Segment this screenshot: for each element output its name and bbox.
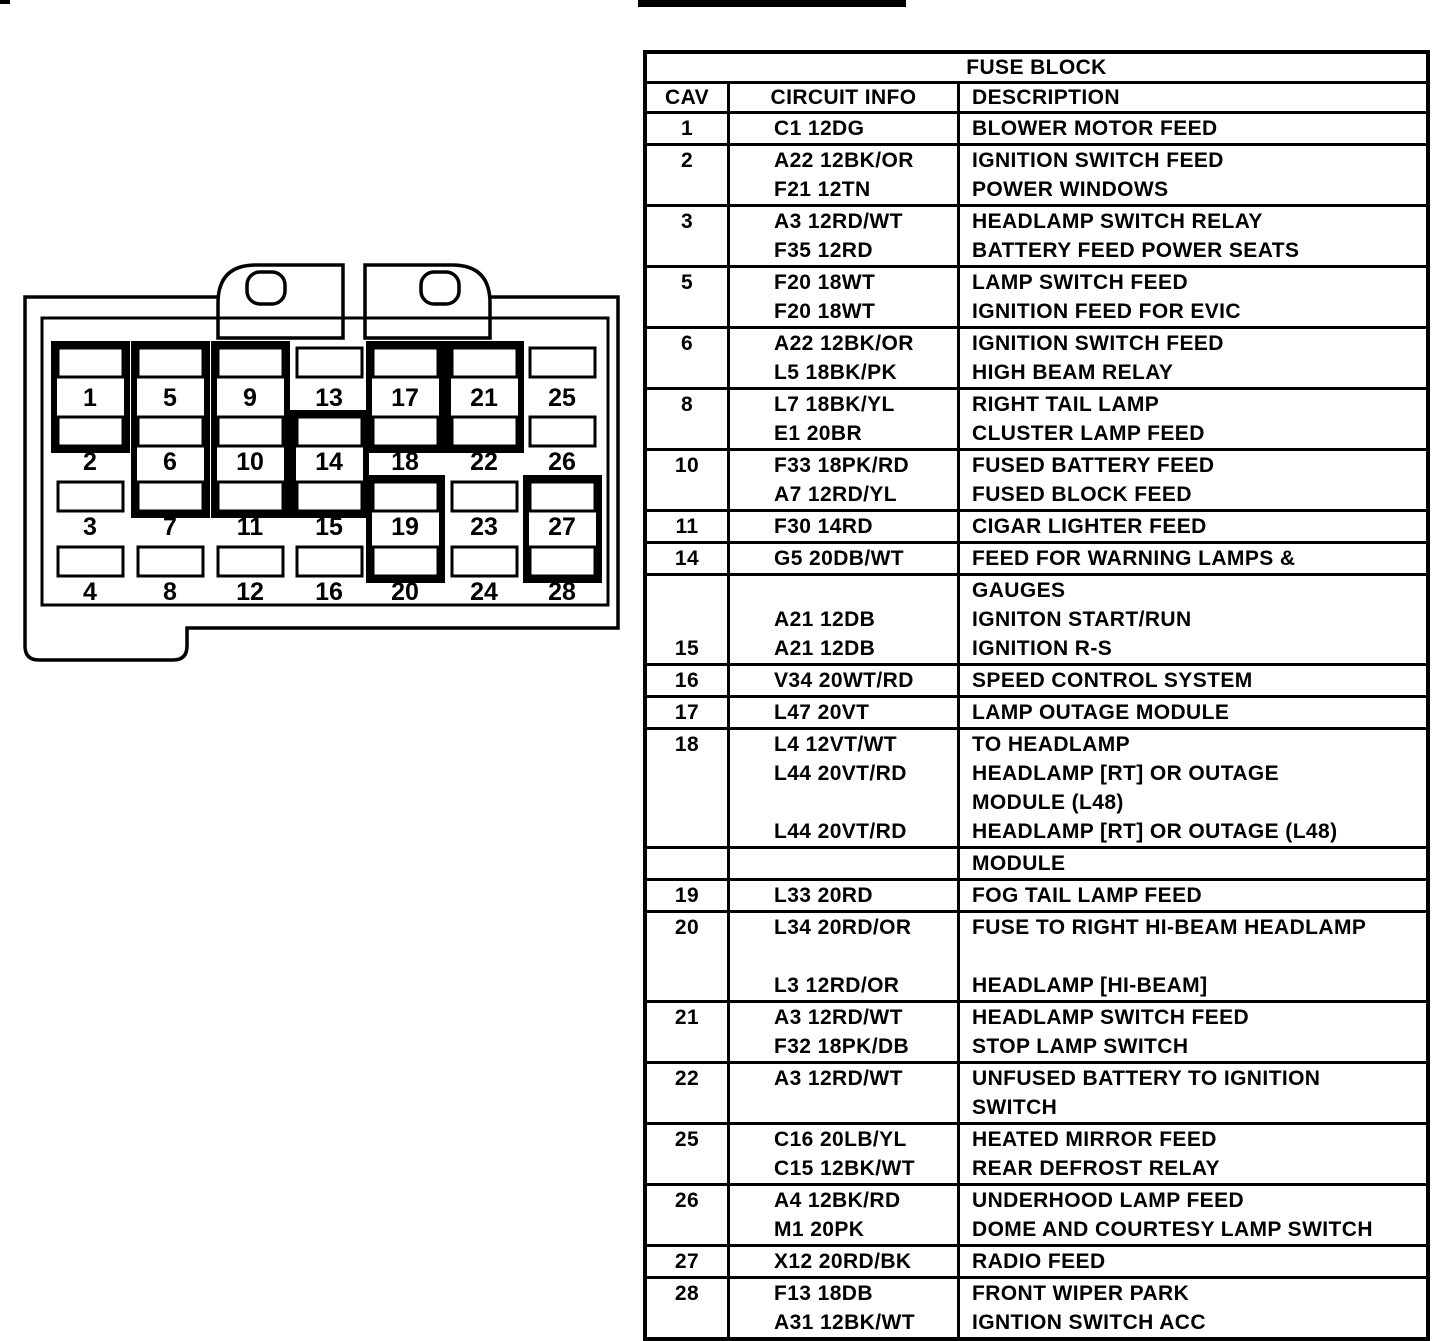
cav-cell xyxy=(647,788,727,817)
cavity-number: 14 xyxy=(315,448,343,476)
cav-cell xyxy=(647,971,727,1000)
table-row xyxy=(647,207,1426,268)
cavity-number: 25 xyxy=(548,384,576,412)
cavity-slot xyxy=(138,547,203,576)
table-row xyxy=(647,849,1426,881)
circuit-cell: C16 20LB/YL xyxy=(774,1128,907,1151)
cavity-slot xyxy=(530,417,595,446)
circuit-cell xyxy=(730,788,957,817)
description-cell: BATTERY FEED POWER SEATS xyxy=(972,239,1300,262)
circuit-cell: A7 12RD/YL xyxy=(774,483,898,506)
cav-cell xyxy=(647,175,727,204)
cavity-slot xyxy=(218,547,283,576)
cavity-number: 6 xyxy=(163,448,177,476)
description-cell: HEADLAMP SWITCH FEED xyxy=(972,1006,1250,1029)
cav-cell: 17 xyxy=(674,701,700,724)
column-header-description: DESCRIPTION xyxy=(972,86,1120,109)
table-row xyxy=(647,730,1426,849)
cavity-slot xyxy=(58,348,123,377)
table-row xyxy=(647,114,1426,146)
cavity-slot xyxy=(138,417,203,446)
column-header-cav: CAV xyxy=(665,86,709,109)
cav-cell xyxy=(647,1093,727,1122)
description-cell: LAMP OUTAGE MODULE xyxy=(972,701,1230,724)
table-row xyxy=(647,1247,1426,1279)
table-row xyxy=(647,666,1426,698)
cavity-slot xyxy=(218,348,283,377)
description-cell: IGNITION SWITCH FEED xyxy=(972,149,1224,172)
circuit-cell: A21 12DB xyxy=(774,637,876,660)
cav-cell xyxy=(647,1032,727,1061)
cav-cell: 28 xyxy=(674,1282,700,1305)
cavity-number: 22 xyxy=(470,448,498,476)
cavity-slot xyxy=(452,482,517,511)
description-cell: RADIO FEED xyxy=(972,1250,1106,1273)
cav-cell xyxy=(647,297,727,326)
circuit-cell: A3 12RD/WT xyxy=(774,1067,903,1090)
cav-cell: 1 xyxy=(680,117,694,140)
cav-cell: 8 xyxy=(680,393,694,416)
cav-cell: 26 xyxy=(674,1189,700,1212)
cavity-slot xyxy=(452,547,517,576)
cavity-slot xyxy=(218,417,283,446)
cav-cell xyxy=(647,1154,727,1183)
fuse-block-table xyxy=(643,50,1430,1341)
cav-cell xyxy=(647,419,727,448)
description-cell: IGNITION FEED FOR EVIC xyxy=(972,300,1241,323)
description-cell: FEED FOR WARNING LAMPS & xyxy=(972,547,1296,570)
description-cell: REAR DEFROST RELAY xyxy=(972,1157,1220,1180)
circuit-cell: L44 20VT/RD xyxy=(774,762,907,785)
circuit-cell: M1 20PK xyxy=(774,1218,865,1241)
cav-cell xyxy=(647,1215,727,1244)
cavity-slot xyxy=(452,417,517,446)
cavity-number: 1 xyxy=(83,384,97,412)
cavity-slot xyxy=(138,348,203,377)
table-row xyxy=(647,576,1426,666)
cavity-number: 28 xyxy=(548,578,576,606)
cavity-slot xyxy=(530,348,595,377)
cav-cell xyxy=(647,236,727,265)
circuit-cell: L7 18BK/YL xyxy=(774,393,895,416)
description-cell: SWITCH xyxy=(972,1096,1058,1119)
cavity-slot xyxy=(297,547,362,576)
circuit-cell: L47 20VT xyxy=(774,701,870,724)
cavity-slot xyxy=(373,482,438,511)
description-cell xyxy=(960,942,1426,971)
cav-cell: 14 xyxy=(674,547,700,570)
cavity-number: 15 xyxy=(315,513,343,541)
cavity-number: 10 xyxy=(236,448,264,476)
cav-cell xyxy=(647,1308,727,1337)
cavity-number: 7 xyxy=(163,513,177,541)
circuit-cell: F33 18PK/RD xyxy=(774,454,910,477)
cav-cell xyxy=(647,849,727,878)
fuse-block-connector-diagram xyxy=(0,248,640,680)
cavity-slot xyxy=(58,417,123,446)
description-cell: IGNTION SWITCH ACC xyxy=(972,1311,1206,1334)
cavity-number: 3 xyxy=(83,513,97,541)
cavity-number: 16 xyxy=(315,578,343,606)
cavity-number: 8 xyxy=(163,578,177,606)
cavity-slot xyxy=(452,348,517,377)
table-row xyxy=(647,1064,1426,1125)
circuit-cell: F30 14RD xyxy=(774,515,873,538)
table-row xyxy=(647,881,1426,913)
cav-cell xyxy=(647,759,727,788)
description-cell: LAMP SWITCH FEED xyxy=(972,271,1189,294)
cav-cell: 21 xyxy=(674,1006,700,1029)
circuit-cell: A4 12BK/RD xyxy=(774,1189,901,1212)
cavity-number: 27 xyxy=(548,513,576,541)
circuit-cell: F13 18DB xyxy=(774,1282,873,1305)
circuit-cell: A21 12DB xyxy=(774,608,876,631)
cavity-slot xyxy=(218,482,283,511)
cavity-number: 19 xyxy=(391,513,419,541)
cavity-slot xyxy=(138,482,203,511)
description-cell: HEATED MIRROR FEED xyxy=(972,1128,1217,1151)
cavity-slot xyxy=(373,547,438,576)
description-cell: SPEED CONTROL SYSTEM xyxy=(972,669,1253,692)
description-cell: HEADLAMP [RT] OR OUTAGE xyxy=(972,762,1280,785)
cav-cell: 25 xyxy=(674,1128,700,1151)
description-cell: MODULE (L48) xyxy=(972,791,1124,814)
cav-cell: 20 xyxy=(674,916,700,939)
circuit-cell: L3 12RD/OR xyxy=(774,974,900,997)
cavity-number: 20 xyxy=(391,578,419,606)
circuit-cell: A22 12BK/OR xyxy=(774,332,914,355)
scan-artifact-bar xyxy=(638,0,906,7)
cavity-number: 5 xyxy=(163,384,177,412)
circuit-cell: E1 20BR xyxy=(774,422,863,445)
description-cell: UNFUSED BATTERY TO IGNITION xyxy=(972,1067,1321,1090)
circuit-cell: V34 20WT/RD xyxy=(774,669,914,692)
fuse-group-outline xyxy=(134,344,207,515)
cav-cell xyxy=(647,942,727,971)
table-row xyxy=(647,451,1426,512)
circuit-cell: L44 20VT/RD xyxy=(774,820,907,843)
mounting-hole-left xyxy=(247,272,285,304)
cav-cell: 22 xyxy=(674,1067,700,1090)
cavity-slot xyxy=(373,417,438,446)
fuse-group-outline xyxy=(214,344,287,515)
cavity-number: 11 xyxy=(236,513,264,541)
circuit-cell: C15 12BK/WT xyxy=(774,1157,915,1180)
description-cell: HEADLAMP [RT] OR OUTAGE (L48) xyxy=(972,820,1338,843)
circuit-cell xyxy=(730,576,957,605)
cavity-number: 21 xyxy=(470,384,498,412)
cavity-number: 23 xyxy=(470,513,498,541)
cav-cell: 3 xyxy=(680,210,694,233)
description-cell: FUSED BATTERY FEED xyxy=(972,454,1215,477)
cavity-slot xyxy=(373,348,438,377)
description-cell: BLOWER MOTOR FEED xyxy=(972,117,1218,140)
cavity-number: 12 xyxy=(236,578,264,606)
description-cell: CIGAR LIGHTER FEED xyxy=(972,515,1207,538)
description-cell: FUSE TO RIGHT HI-BEAM HEADLAMP xyxy=(972,916,1367,939)
table-row xyxy=(647,1279,1426,1337)
description-cell: DOME AND COURTESY LAMP SWITCH xyxy=(972,1218,1373,1241)
cavity-slot xyxy=(530,547,595,576)
circuit-cell: A3 12RD/WT xyxy=(774,1006,903,1029)
table-row xyxy=(647,268,1426,329)
cav-cell xyxy=(647,817,727,846)
table-row xyxy=(647,329,1426,390)
cav-cell: 5 xyxy=(680,271,694,294)
cavity-slot xyxy=(297,482,362,511)
cavity-number: 9 xyxy=(243,384,257,412)
table-title: FUSE BLOCK xyxy=(647,54,1426,84)
circuit-cell: F35 12RD xyxy=(774,239,873,262)
circuit-cell: L33 20RD xyxy=(774,884,873,907)
circuit-cell: L4 12VT/WT xyxy=(774,733,898,756)
cavity-slot xyxy=(58,482,123,511)
circuit-cell: X12 20RD/BK xyxy=(774,1250,912,1273)
cavity-slot xyxy=(297,348,362,377)
cav-cell: 16 xyxy=(674,669,700,692)
cav-cell: 27 xyxy=(674,1250,700,1273)
cav-cell: 15 xyxy=(674,637,700,660)
table-row xyxy=(647,1186,1426,1247)
table-row xyxy=(647,1125,1426,1186)
scan-artifact-mark xyxy=(0,0,10,4)
circuit-cell: A31 12BK/WT xyxy=(774,1311,915,1334)
description-cell: IGNITION R-S xyxy=(972,637,1113,660)
cavity-number: 17 xyxy=(391,384,419,412)
cav-cell: 10 xyxy=(674,454,700,477)
description-cell: IGNITON START/RUN xyxy=(972,608,1192,631)
cavity-number: 26 xyxy=(548,448,576,476)
table-row xyxy=(647,390,1426,451)
description-cell: POWER WINDOWS xyxy=(972,178,1169,201)
circuit-cell: G5 20DB/WT xyxy=(774,547,905,570)
description-cell: UNDERHOOD LAMP FEED xyxy=(972,1189,1245,1212)
circuit-cell: L34 20RD/OR xyxy=(774,916,912,939)
table-row xyxy=(647,698,1426,730)
table-header-row xyxy=(647,84,1426,114)
description-cell: IGNITION SWITCH FEED xyxy=(972,332,1224,355)
circuit-cell: L5 18BK/PK xyxy=(774,361,898,384)
circuit-cell xyxy=(730,849,957,878)
cav-cell: 2 xyxy=(680,149,694,172)
circuit-cell xyxy=(730,942,957,971)
table-row xyxy=(647,512,1426,544)
mounting-hole-right xyxy=(421,272,459,304)
description-cell: CLUSTER LAMP FEED xyxy=(972,422,1205,445)
cavity-slot xyxy=(530,482,595,511)
description-cell: HIGH BEAM RELAY xyxy=(972,361,1174,384)
cav-cell xyxy=(647,605,727,634)
circuit-cell: A3 12RD/WT xyxy=(774,210,903,233)
circuit-cell xyxy=(730,1093,957,1122)
cav-cell: 6 xyxy=(680,332,694,355)
circuit-cell: C1 12DG xyxy=(774,117,865,140)
description-cell: FOG TAIL LAMP FEED xyxy=(972,884,1203,907)
cavity-slot xyxy=(58,547,123,576)
circuit-cell: F20 18WT xyxy=(774,300,876,323)
description-cell: FUSED BLOCK FEED xyxy=(972,483,1192,506)
column-header-circuit-info: CIRCUIT INFO xyxy=(770,86,917,109)
description-cell: RIGHT TAIL LAMP xyxy=(972,393,1160,416)
cav-cell xyxy=(647,358,727,387)
cavity-number: 18 xyxy=(391,448,419,476)
table-row xyxy=(647,913,1426,1003)
circuit-cell: A22 12BK/OR xyxy=(774,149,914,172)
cavity-number: 13 xyxy=(315,384,343,412)
table-row xyxy=(647,544,1426,576)
description-cell: HEADLAMP [HI-BEAM] xyxy=(972,974,1208,997)
cav-cell: 11 xyxy=(675,515,699,538)
circuit-cell: F21 12TN xyxy=(774,178,871,201)
circuit-cell: F20 18WT xyxy=(774,271,876,294)
description-cell: FRONT WIPER PARK xyxy=(972,1282,1190,1305)
cavity-number: 2 xyxy=(83,448,97,476)
circuit-cell: F32 18PK/DB xyxy=(774,1035,910,1058)
cav-cell xyxy=(647,576,727,605)
description-cell: MODULE xyxy=(972,852,1066,875)
cavity-number: 24 xyxy=(470,578,498,606)
cav-cell: 18 xyxy=(674,733,700,756)
table-row xyxy=(647,146,1426,207)
cav-cell: 19 xyxy=(674,884,700,907)
description-cell: GAUGES xyxy=(972,579,1066,602)
description-cell: HEADLAMP SWITCH RELAY xyxy=(972,210,1263,233)
description-cell: STOP LAMP SWITCH xyxy=(972,1035,1189,1058)
cavity-number: 4 xyxy=(83,578,97,606)
description-cell: TO HEADLAMP xyxy=(972,733,1131,756)
table-row xyxy=(647,1003,1426,1064)
cav-cell xyxy=(647,480,727,509)
cavity-slot xyxy=(297,417,362,446)
